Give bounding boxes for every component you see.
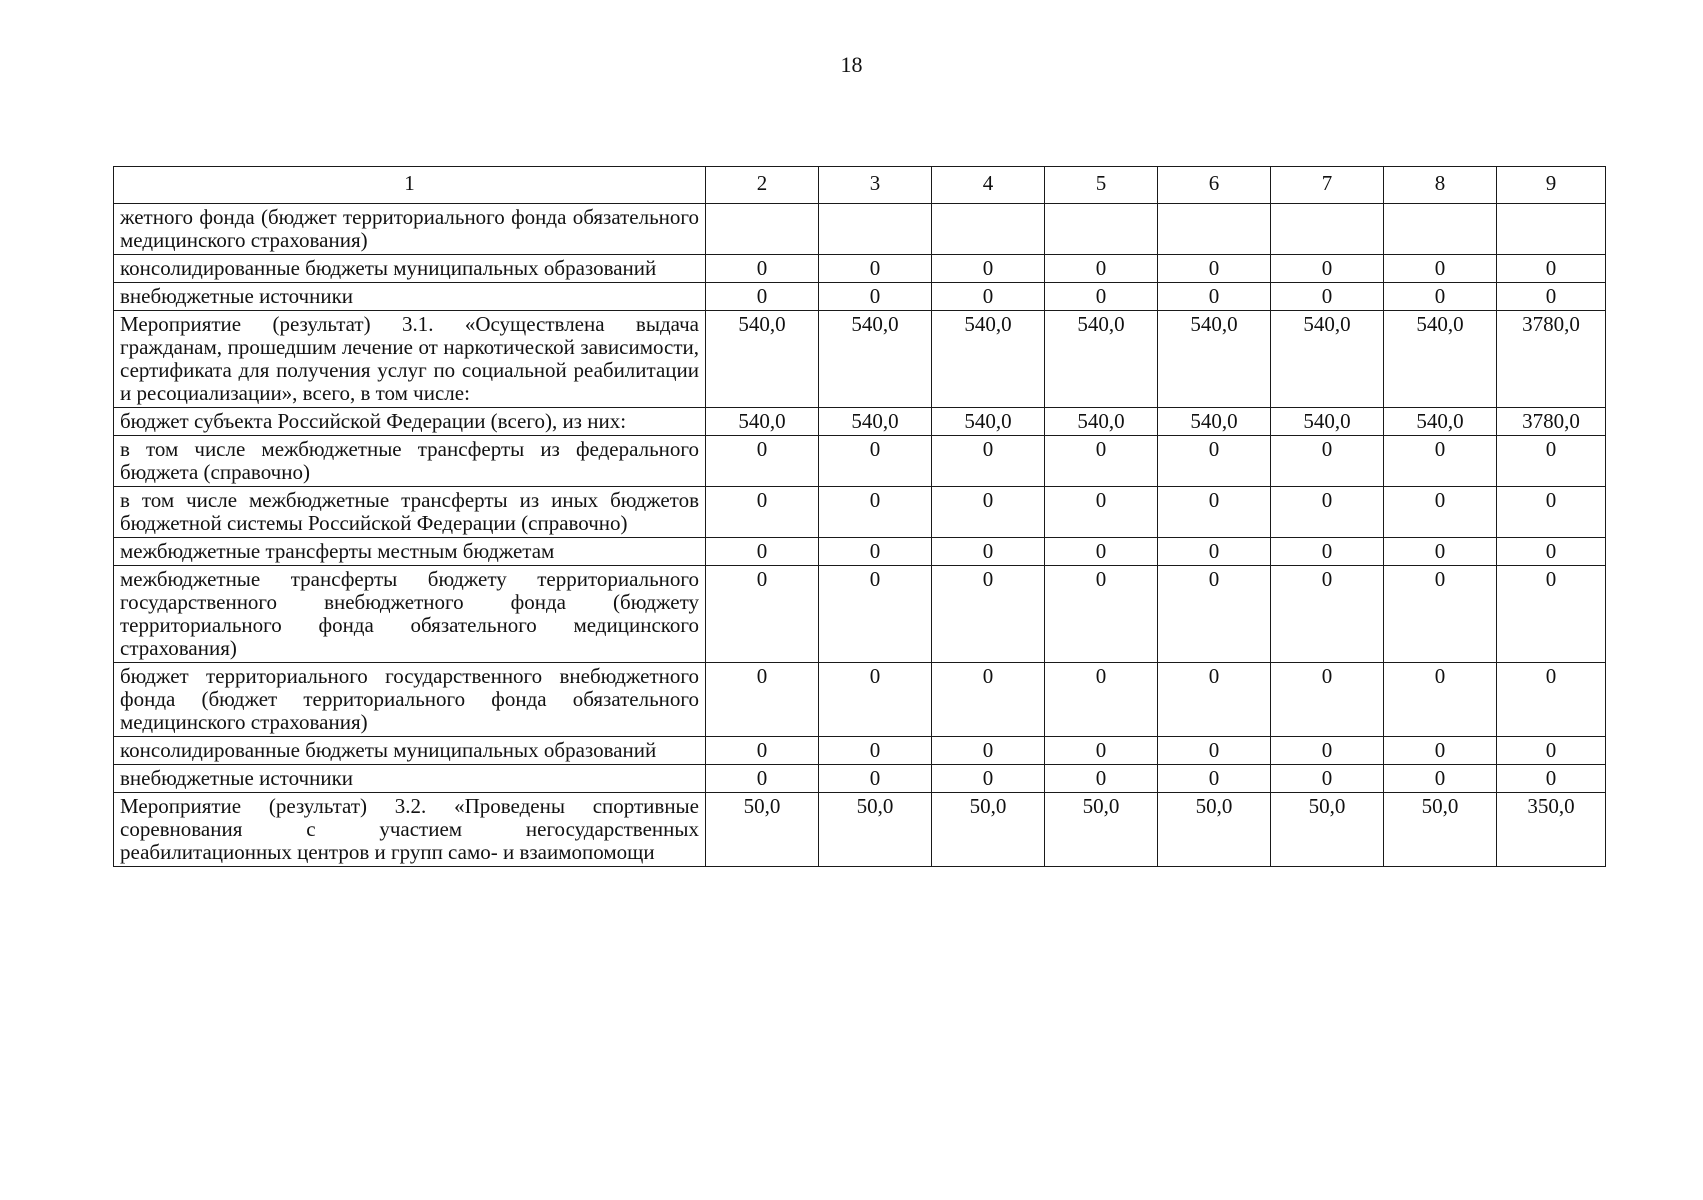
table-row <box>114 765 1606 793</box>
cell-value: 0 <box>706 487 819 538</box>
cell-value: 0 <box>932 566 1045 663</box>
cell-value: 0 <box>819 538 932 566</box>
row-label: Мероприятие (результат) 3.2. «Проведены спортивные соревнования с участием негосударственных реабилитационных центров и групп само- и взаимопомощи <box>114 793 706 867</box>
cell-value: 0 <box>1158 566 1271 663</box>
cell-value: 0 <box>1158 487 1271 538</box>
cell-value: 0 <box>819 737 932 765</box>
cell-value: 0 <box>1384 487 1497 538</box>
row-label: внебюджетные источники <box>114 283 706 311</box>
cell-value: 0 <box>819 255 932 283</box>
cell-value: 0 <box>1158 765 1271 793</box>
cell-value: 0 <box>1271 487 1384 538</box>
cell-value <box>932 204 1045 255</box>
cell-value <box>1158 204 1271 255</box>
cell-value: 0 <box>819 487 932 538</box>
cell-value: 540,0 <box>1384 408 1497 436</box>
column-header: 7 <box>1271 167 1384 204</box>
table-row <box>114 538 1606 566</box>
row-label: в том числе межбюджетные трансферты из федерального бюджета (справочно) <box>114 436 706 487</box>
cell-value: 540,0 <box>932 311 1045 408</box>
row-label: межбюджетные трансферты местным бюджетам <box>114 538 706 566</box>
cell-value: 0 <box>1045 255 1158 283</box>
cell-value: 0 <box>1497 436 1606 487</box>
cell-value: 540,0 <box>819 311 932 408</box>
table-row <box>114 204 1606 255</box>
column-header: 1 <box>114 167 706 204</box>
cell-value: 0 <box>1497 255 1606 283</box>
cell-value: 0 <box>1158 538 1271 566</box>
row-label: в том числе межбюджетные трансферты из иных бюджетов бюджетной системы Российской Федерации (справочно) <box>114 487 706 538</box>
column-header: 2 <box>706 167 819 204</box>
cell-value: 0 <box>1271 663 1384 737</box>
cell-value: 540,0 <box>932 408 1045 436</box>
cell-value: 540,0 <box>1158 408 1271 436</box>
cell-value: 0 <box>819 663 932 737</box>
row-label: Мероприятие (результат) 3.1. «Осуществлена выдача гражданам, прошедшим лечение от наркотической зависимости, сертификата для получения услуг по социальной реабилитации и ресоциализации», всего, в том числе: <box>114 311 706 408</box>
cell-value: 0 <box>1497 538 1606 566</box>
cell-value: 0 <box>1158 255 1271 283</box>
cell-value: 0 <box>1271 283 1384 311</box>
table-row <box>114 436 1606 487</box>
cell-value: 0 <box>706 663 819 737</box>
cell-value: 0 <box>706 538 819 566</box>
cell-value: 50,0 <box>1384 793 1497 867</box>
table-row <box>114 408 1606 436</box>
cell-value: 0 <box>1271 255 1384 283</box>
cell-value <box>819 204 932 255</box>
cell-value: 0 <box>1271 765 1384 793</box>
cell-value: 0 <box>932 538 1045 566</box>
column-header: 6 <box>1158 167 1271 204</box>
cell-value: 0 <box>1158 737 1271 765</box>
cell-value: 3780,0 <box>1497 311 1606 408</box>
row-label: консолидированные бюджеты муниципальных образований <box>114 737 706 765</box>
cell-value: 540,0 <box>1158 311 1271 408</box>
cell-value: 540,0 <box>706 408 819 436</box>
cell-value: 0 <box>1045 663 1158 737</box>
cell-value: 0 <box>932 436 1045 487</box>
cell-value: 540,0 <box>706 311 819 408</box>
cell-value: 540,0 <box>819 408 932 436</box>
cell-value: 0 <box>1045 538 1158 566</box>
cell-value: 0 <box>1384 737 1497 765</box>
cell-value: 0 <box>1497 283 1606 311</box>
cell-value: 350,0 <box>1497 793 1606 867</box>
cell-value: 0 <box>1271 436 1384 487</box>
cell-value: 0 <box>932 255 1045 283</box>
column-header: 4 <box>932 167 1045 204</box>
cell-value: 0 <box>1384 436 1497 487</box>
cell-value: 3780,0 <box>1497 408 1606 436</box>
cell-value: 0 <box>1158 283 1271 311</box>
cell-value: 0 <box>1045 765 1158 793</box>
cell-value: 0 <box>819 765 932 793</box>
cell-value: 0 <box>1497 487 1606 538</box>
row-label: жетного фонда (бюджет территориального фонда обязательного медицинского страхования) <box>114 204 706 255</box>
cell-value: 540,0 <box>1271 311 1384 408</box>
cell-value: 0 <box>706 566 819 663</box>
cell-value: 0 <box>1384 538 1497 566</box>
cell-value: 540,0 <box>1271 408 1384 436</box>
cell-value: 0 <box>1158 436 1271 487</box>
column-header: 3 <box>819 167 932 204</box>
cell-value: 0 <box>932 663 1045 737</box>
row-label: внебюджетные источники <box>114 765 706 793</box>
cell-value: 0 <box>819 436 932 487</box>
table-body <box>114 167 1606 867</box>
table-row <box>114 663 1606 737</box>
cell-value: 0 <box>932 487 1045 538</box>
cell-value: 0 <box>706 737 819 765</box>
cell-value: 0 <box>706 436 819 487</box>
cell-value <box>1045 204 1158 255</box>
cell-value: 0 <box>1045 283 1158 311</box>
cell-value: 0 <box>1045 436 1158 487</box>
cell-value: 0 <box>1045 487 1158 538</box>
cell-value: 0 <box>1158 663 1271 737</box>
cell-value: 0 <box>1271 538 1384 566</box>
cell-value: 0 <box>706 283 819 311</box>
cell-value: 50,0 <box>1271 793 1384 867</box>
cell-value: 0 <box>1045 737 1158 765</box>
cell-value: 0 <box>706 765 819 793</box>
cell-value <box>706 204 819 255</box>
cell-value: 50,0 <box>932 793 1045 867</box>
table-row <box>114 311 1606 408</box>
cell-value: 0 <box>932 737 1045 765</box>
cell-value: 540,0 <box>1045 408 1158 436</box>
cell-value <box>1271 204 1384 255</box>
cell-value: 0 <box>1384 765 1497 793</box>
cell-value: 0 <box>1384 283 1497 311</box>
cell-value: 50,0 <box>706 793 819 867</box>
cell-value: 0 <box>1045 566 1158 663</box>
cell-value: 50,0 <box>1158 793 1271 867</box>
cell-value: 50,0 <box>819 793 932 867</box>
cell-value: 540,0 <box>1384 311 1497 408</box>
row-label: бюджет субъекта Российской Федерации (всего), из них: <box>114 408 706 436</box>
row-label: бюджет территориального государственного внебюджетного фонда (бюджет территориального фонда обязательного медицинского страхования) <box>114 663 706 737</box>
table-row <box>114 487 1606 538</box>
cell-value: 0 <box>1497 566 1606 663</box>
cell-value: 0 <box>1384 255 1497 283</box>
budget-table <box>113 166 1606 867</box>
page-number: 18 <box>840 52 863 77</box>
cell-value: 0 <box>1271 737 1384 765</box>
table-row <box>114 566 1606 663</box>
cell-value <box>1384 204 1497 255</box>
cell-value: 0 <box>1384 663 1497 737</box>
table-header-row <box>114 167 1606 204</box>
table-row <box>114 737 1606 765</box>
row-label: межбюджетные трансферты бюджету территориального государственного внебюджетного фонда (бюджету территориального фонда обязательного медицинского страхования) <box>114 566 706 663</box>
cell-value: 0 <box>1497 765 1606 793</box>
column-header: 9 <box>1497 167 1606 204</box>
column-header: 8 <box>1384 167 1497 204</box>
cell-value: 540,0 <box>1045 311 1158 408</box>
cell-value: 0 <box>932 283 1045 311</box>
cell-value: 0 <box>1384 566 1497 663</box>
cell-value <box>1497 204 1606 255</box>
cell-value: 50,0 <box>1045 793 1158 867</box>
cell-value: 0 <box>1497 663 1606 737</box>
cell-value: 0 <box>1271 566 1384 663</box>
cell-value: 0 <box>706 255 819 283</box>
table-row <box>114 283 1606 311</box>
table-row <box>114 793 1606 867</box>
cell-value: 0 <box>1497 737 1606 765</box>
row-label: консолидированные бюджеты муниципальных образований <box>114 255 706 283</box>
table-row <box>114 255 1606 283</box>
column-header: 5 <box>1045 167 1158 204</box>
cell-value: 0 <box>932 765 1045 793</box>
cell-value: 0 <box>819 283 932 311</box>
cell-value: 0 <box>819 566 932 663</box>
